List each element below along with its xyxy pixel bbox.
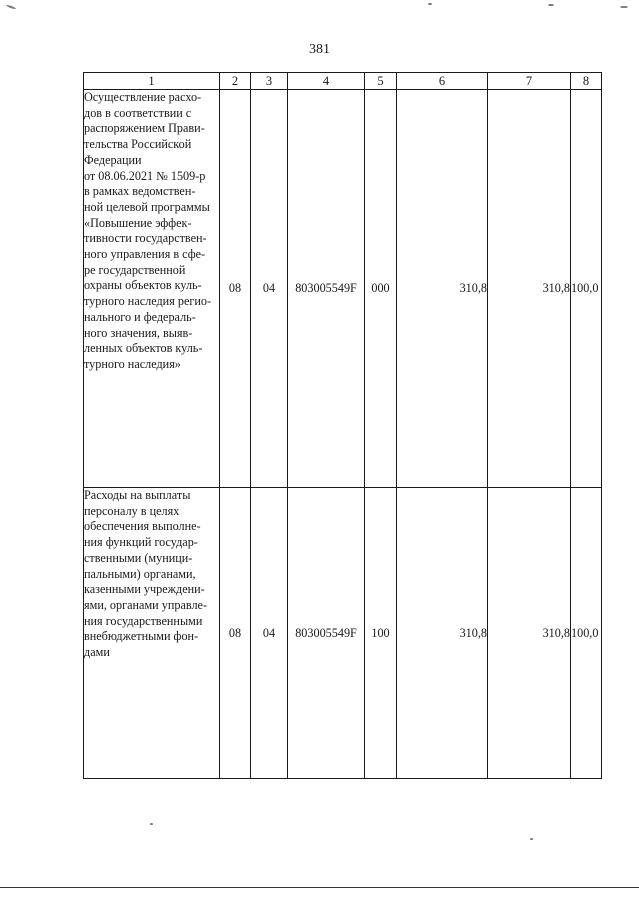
section-code: 08 [220, 488, 251, 779]
header-cell-6: 6 [397, 73, 488, 90]
description-line: ственными (муници- [84, 550, 193, 565]
header-cell-1: 1 [84, 73, 220, 90]
budget-table [83, 72, 602, 779]
description-line: дами [84, 645, 110, 660]
amount-planned: 310,8 [397, 90, 488, 488]
scan-speck [150, 823, 153, 825]
description-line: тивности государствен- [84, 231, 207, 246]
table-row [84, 488, 602, 779]
execution-percent: 100,0 [571, 488, 602, 779]
execution-percent: 100,0 [571, 90, 602, 488]
target-article-code: 803005549F [288, 488, 365, 779]
description-line: пальными) органами, [84, 566, 196, 581]
header-cell-4: 4 [288, 73, 365, 90]
expense-type-code: 100 [365, 488, 397, 779]
description-line: казенными учреждени- [84, 582, 205, 597]
description-line: ре государственной [84, 262, 186, 277]
description-line: от 08.06.2021 № 1509-р [84, 168, 206, 183]
description-line: ного управления в сфе- [84, 247, 206, 262]
description-line: тельства Российской [84, 137, 192, 152]
header-cell-3: 3 [251, 73, 288, 90]
description-line: ями, органами управле- [84, 597, 208, 612]
description-line: ния функций государ- [84, 535, 198, 550]
description-line: ния государственными [84, 613, 203, 628]
description-line: в рамках ведомствен- [84, 184, 196, 199]
description-line: турного наследия регио- [84, 294, 212, 309]
scan-speck [548, 4, 554, 6]
scan-speck [428, 3, 432, 5]
scan-speck [620, 6, 628, 8]
description-line: Федерации [84, 152, 142, 167]
description-line: персоналу в целях [84, 503, 180, 518]
description-line: Расходы на выплаты [84, 488, 191, 502]
amount-planned: 310,8 [397, 488, 488, 779]
header-cell-2: 2 [220, 73, 251, 90]
row-description [84, 488, 220, 779]
amount-executed: 310,8 [488, 90, 571, 488]
table-row [84, 90, 602, 488]
page-bottom-rule [0, 887, 639, 888]
header-cell-7: 7 [488, 73, 571, 90]
header-row [84, 73, 602, 90]
description-line: внебюджетными фон- [84, 629, 199, 644]
subsection-code: 04 [251, 90, 288, 488]
section-code: 08 [220, 90, 251, 488]
description-line: дов в соответствии с [84, 105, 192, 120]
description-line: ного значения, выяв- [84, 325, 193, 340]
row-description [84, 90, 220, 488]
header-cell-8: 8 [571, 73, 602, 90]
expense-type-code: 000 [365, 90, 397, 488]
description-line: обеспечения выполне- [84, 519, 201, 534]
scan-speck [6, 4, 16, 9]
description-line: охраны объектов куль- [84, 278, 202, 293]
page-number: 381 [309, 42, 330, 57]
scan-speck [530, 838, 533, 840]
description-line: «Повышение эффек- [84, 215, 192, 230]
description-line: ной целевой программы [84, 199, 210, 214]
description-line: ленных объектов куль- [84, 341, 203, 356]
description-line: распоряжением Прави- [84, 121, 205, 136]
subsection-code: 04 [251, 488, 288, 779]
amount-executed: 310,8 [488, 488, 571, 779]
description-line: турного наследия» [84, 356, 181, 371]
target-article-code: 803005549F [288, 90, 365, 488]
description-line: нального и федераль- [84, 309, 196, 324]
description-line: Осуществление расхо- [84, 90, 202, 104]
header-cell-5: 5 [365, 73, 397, 90]
